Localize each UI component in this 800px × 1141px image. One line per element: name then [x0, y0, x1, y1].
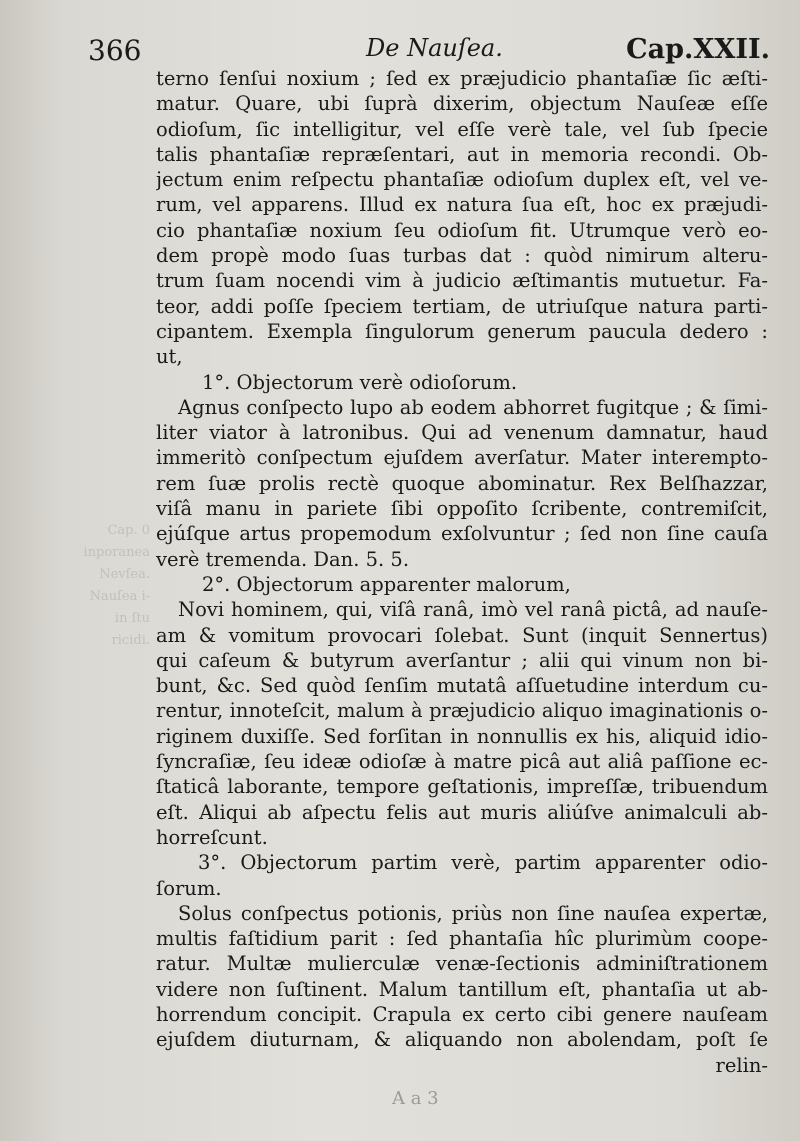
section-heading: 2°. Objectorum apparenter malorum,: [202, 572, 571, 596]
text-line: rem ſuæ prolis rectè quoque abominatur. Rex Belſhazzar,: [156, 471, 768, 495]
text-line: teor, addi poſſe ſpeciem tertiam, de utriuſque natura parti-: [156, 294, 768, 318]
text-line: terno ſenſui noxium ; ſed ex præjudicio phantaſiæ ſic æſti-: [156, 67, 768, 90]
text-line: Agnus conſpecto lupo ab eodem abhorret fugitque ; & ſimi-: [178, 395, 768, 419]
page-number: 366: [88, 34, 142, 67]
section-heading: 3°. Objectorum partim verè, partim apparenter odio-: [198, 851, 768, 875]
text-line: Novi hominem, qui, viſâ ranâ, imò vel ranâ pictâ, ad nauſe-: [178, 598, 768, 622]
text-line: horrendum concipit. Crapula ex certo cibi genere nauſeam: [156, 1002, 768, 1026]
text-line: Solus conſpectus potionis, priùs non ſine nauſea expertæ,: [178, 901, 768, 925]
text-line: talis phantaſiæ repræſentari, aut in memoria recondi. Ob-: [156, 142, 768, 166]
chapter-label: Cap.XXII.: [626, 34, 770, 65]
text-line: viſâ manu in pariete ſibi oppoſito ſcribente, contremiſcit,: [156, 497, 768, 521]
text-line: am & vomitum provocari ſolebat. Sunt (inquit Sennertus): [156, 623, 768, 647]
catchword: relin-: [715, 1053, 768, 1077]
text-line: cio phantaſiæ noxium ſeu odioſum fit. Utrumque verò eo-: [156, 218, 768, 242]
text-line: odioſum, ſic intelligitur, vel eſſe verè tale, vel ſub ſpecie: [156, 117, 768, 141]
text-line: immeritò conſpectum ejuſdem averſatur. Mater interempto-: [156, 446, 768, 470]
running-title: De Nauſea.: [366, 34, 503, 62]
text-line: ejúſque artus propemodum exſolvuntur ; ſed non ſine cauſa: [156, 522, 768, 546]
text-line: rum, vel apparens. Illud ex natura ſua eſt, hoc ex præjudi-: [156, 193, 768, 217]
text-line: ſyncraſiæ, ſeu ideæ odioſæ à matre picâ aut aliâ paſſione ec-: [156, 750, 768, 774]
text-line: liter viator à latronibus. Qui ad venenum damnatur, haud: [156, 421, 768, 445]
text-line: videre non ſuſtinent. Malum tantillum eſt, phantaſia ut ab-: [156, 977, 768, 1001]
text-line: ratur. Multæ mulierculæ venæ-ſectionis adminiſtrationem: [156, 952, 768, 976]
text-line: ſorum.: [156, 876, 222, 900]
text-line: ſtaticâ laborante, tempore geſtationis, impreſſæ, tribuendum: [156, 775, 768, 799]
text-line: eſt. Aliqui ab aſpectu felis aut muris aliúſve animalculi ab-: [156, 800, 768, 824]
text-line: verè tremenda. Dan. 5. 5.: [156, 547, 410, 571]
text-line: dem propè modo ſuas turbas dat : quòd nimirum alteru-: [156, 244, 768, 268]
bleed-through-text: Cap. 0 inporanea Nevſea. Nauſea i- in ſtu ricidi.: [83, 523, 150, 648]
section-heading: 1°. Objectorum verè odioſorum.: [202, 370, 518, 394]
text-line: matur. Quare, ubi ſuprà dixerim, objectum Nauſeæ eſſe: [156, 92, 768, 116]
text-line: ejuſdem diuturnam, & aliquando non abolendam, poſt ſe: [156, 1028, 768, 1052]
text-line: ut,: [156, 345, 183, 369]
text-line: horreſcunt.: [156, 825, 268, 849]
text-line: qui caſeum & butyrum averſantur ; alii qui vinum non bi-: [156, 648, 768, 672]
signature-mark: A a 3: [392, 1088, 439, 1109]
body-text: [156, 66, 768, 1078]
text-line: cipantem. Exempla ſingulorum generum paucula dedero :: [156, 319, 768, 343]
text-line: riginem duxiſſe. Sed forſitan in nonnullis ex his, aliquid idio-: [156, 724, 768, 748]
text-line: bunt, &c. Sed quòd ſenſim mutatâ aſſuetudine interdum cu-: [156, 674, 768, 698]
text-line: jectum enim reſpectu phantaſiæ odioſum duplex eſt, vel ve-: [156, 168, 768, 192]
text-line: rentur, innoteſcit, malum à præjudicio aliquo imaginationis o-: [156, 699, 768, 723]
text-line: multis faſtidium parit : ſed phantaſia hîc plurimùm coope-: [156, 927, 768, 951]
text-line: trum ſuam nocendi vim à judicio æſtimantis mutuetur. Fa-: [156, 269, 768, 293]
